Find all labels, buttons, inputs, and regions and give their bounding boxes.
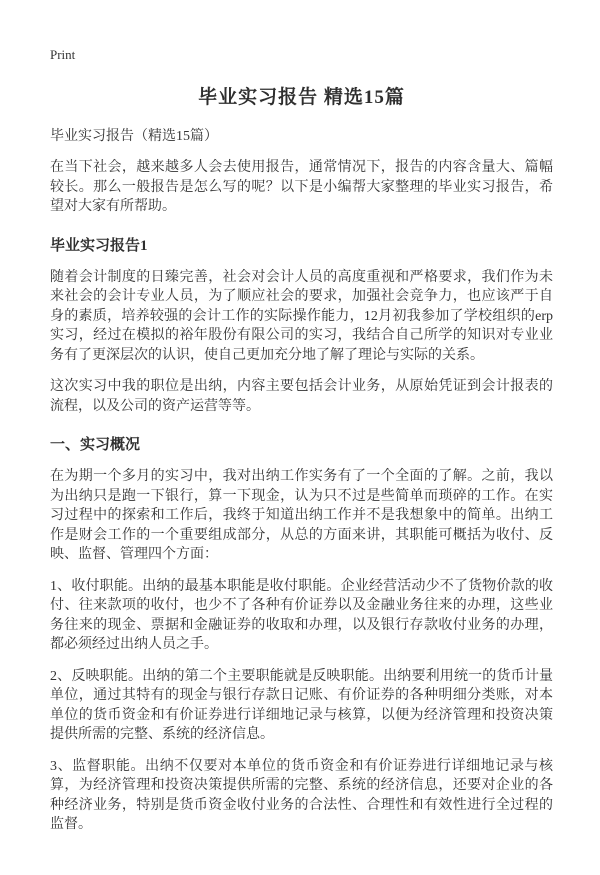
section-heading-report-1: 毕业实习报告1 [50, 237, 148, 254]
paragraph-background: 随着会计制度的日臻完善，社会对会计人员的高度重视和严格要求，我们作为未来社会的会计专业人员，为了顺应社会的要求，加强社会竞争力，也应该严于自身的素质，培养较强的会计工作的实际操作能力，12月初我参加了学校组织的erp实习，经过在模拟的裕年股份有限公司的实习，我结合自己所学的知识对专业业务有了更深层次的认识，使自己更加充分地了解了理论与实际的关系。 [50, 269, 553, 363]
print-button[interactable]: Print [50, 47, 76, 62]
paragraph-position: 这次实习中我的职位是出纳，内容主要包括会计业务，从原始凭证到会计报表的流程，以及公司的资产运营等等。 [50, 379, 553, 414]
document-subtitle: 毕业实习报告（精选15篇） [50, 129, 218, 144]
paragraph-overview: 在为期一个多月的实习中，我对出纳工作实务有了一个全面的了解。之前，我以为出纳只是跑一下银行，算一下现金，认为只不过是些简单而琐碎的工作。在实习过程中的探索和工作后，我终于知道出纳工作并不是我想象中的简单。出纳工作是财会工作的一个重要组成部分，从总的方面来讲，其职能可概括为收付、反映、监督、管理四个方面： [50, 469, 553, 562]
subheading-internship-overview: 一、实习概况 [50, 437, 141, 453]
document-title: 毕业实习报告 精选15篇 [198, 87, 405, 108]
intro-paragraph: 在当下社会，越来越多人会去使用报告，通常情况下，报告的内容含量大、篇幅较长。那么一般报告是怎么写的呢？以下是小编帮大家整理的毕业实习报告，希望对大家有所帮助。 [50, 160, 553, 214]
paragraph-function-2-reflection: 2、反映职能。出纳的第二个主要职能就是反映职能。出纳要利用统一的货币计量单位，通过其特有的现金与银行存款日记账、有价证券的各种明细分类账，对本单位的货币资金和有价证券进行详细地记录与核算，以便为经济管理和投资决策提供所需的完整、系统的经济信息。 [50, 668, 553, 742]
paragraph-function-1-payment: 1、收付职能。出纳的最基本职能是收付职能。企业经营活动少不了货物价款的收付、往来款项的收付，也少不了各种有价证券以及金融业务往来的办理，这些业务往来的现金、票据和金融证券的收取和办理，以及银行存款收付业务的办理，都必须经过出纳人员之手。 [50, 578, 553, 652]
paragraph-function-3-supervision: 3、监督职能。出纳不仅要对本单位的货币资金和有价证券进行详细地记录与核算，为经济管理和投资决策提供所需的完整、系统的经济信息，还要对企业的各种经济业务，特别是货币资金收付业务的合法性、合理性和有效性进行全过程的监督。 [50, 758, 553, 832]
